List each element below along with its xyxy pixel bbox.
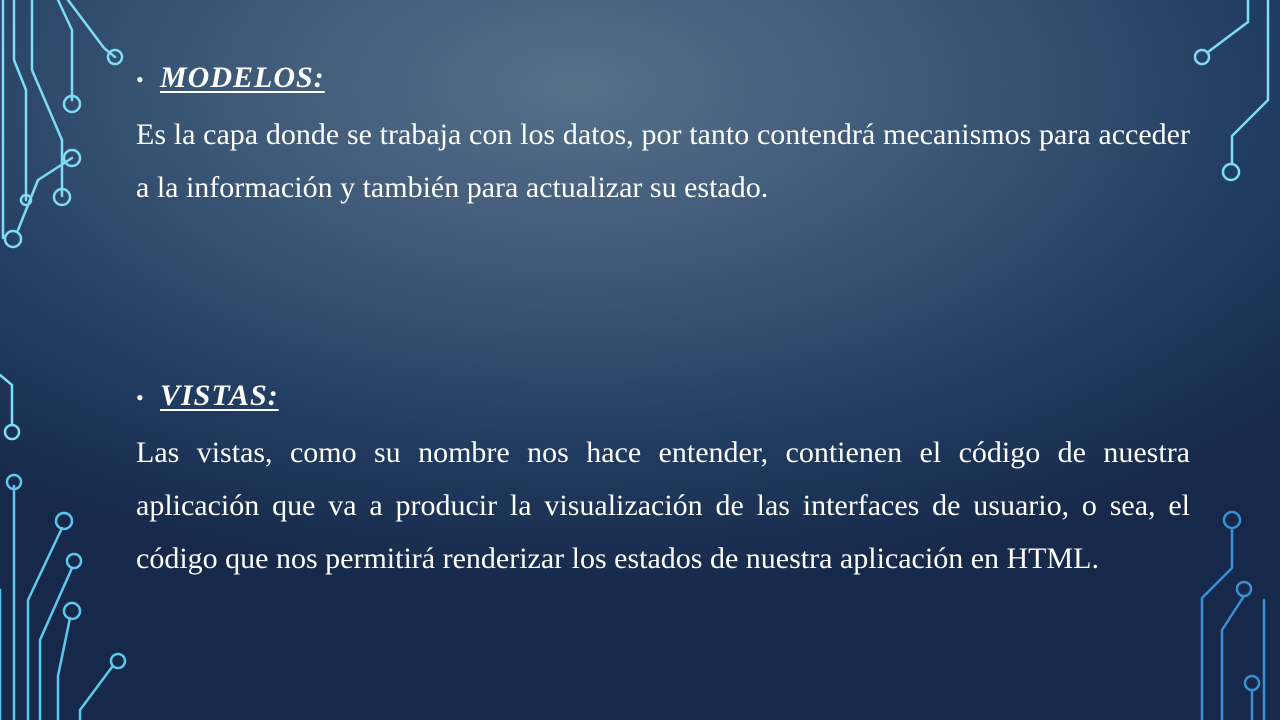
circuit-top-right — [1195, 0, 1268, 180]
circuit-top-left — [3, 0, 122, 247]
circuit-bottom-left — [0, 475, 125, 720]
paragraph-vistas: Las vistas, como su nombre nos hace entender, contienen el código de nuestra aplicación que va a producir la visualización de las interfaces de usuario, o sea, el código que nos permitirá renderizar los estados de nuestra aplicación en HTML. — [136, 436, 1190, 575]
bullet-icon: • — [136, 67, 144, 92]
section-heading — [136, 378, 1190, 414]
paragraph-modelos: Es la capa donde se trabaja con los datos, por tanto contendrá mecanismos para acceder a la información y también para actualizar su estado. — [136, 118, 1190, 204]
section-modelos — [136, 60, 1190, 214]
section-heading — [136, 60, 1190, 96]
heading-modelos: MODELOS: — [160, 61, 325, 94]
circuit-left-middle — [0, 375, 19, 439]
bullet-icon: • — [136, 385, 144, 410]
heading-vistas: VISTAS: — [160, 379, 279, 412]
circuit-bottom-right — [1202, 512, 1264, 720]
section-vistas — [136, 378, 1190, 585]
